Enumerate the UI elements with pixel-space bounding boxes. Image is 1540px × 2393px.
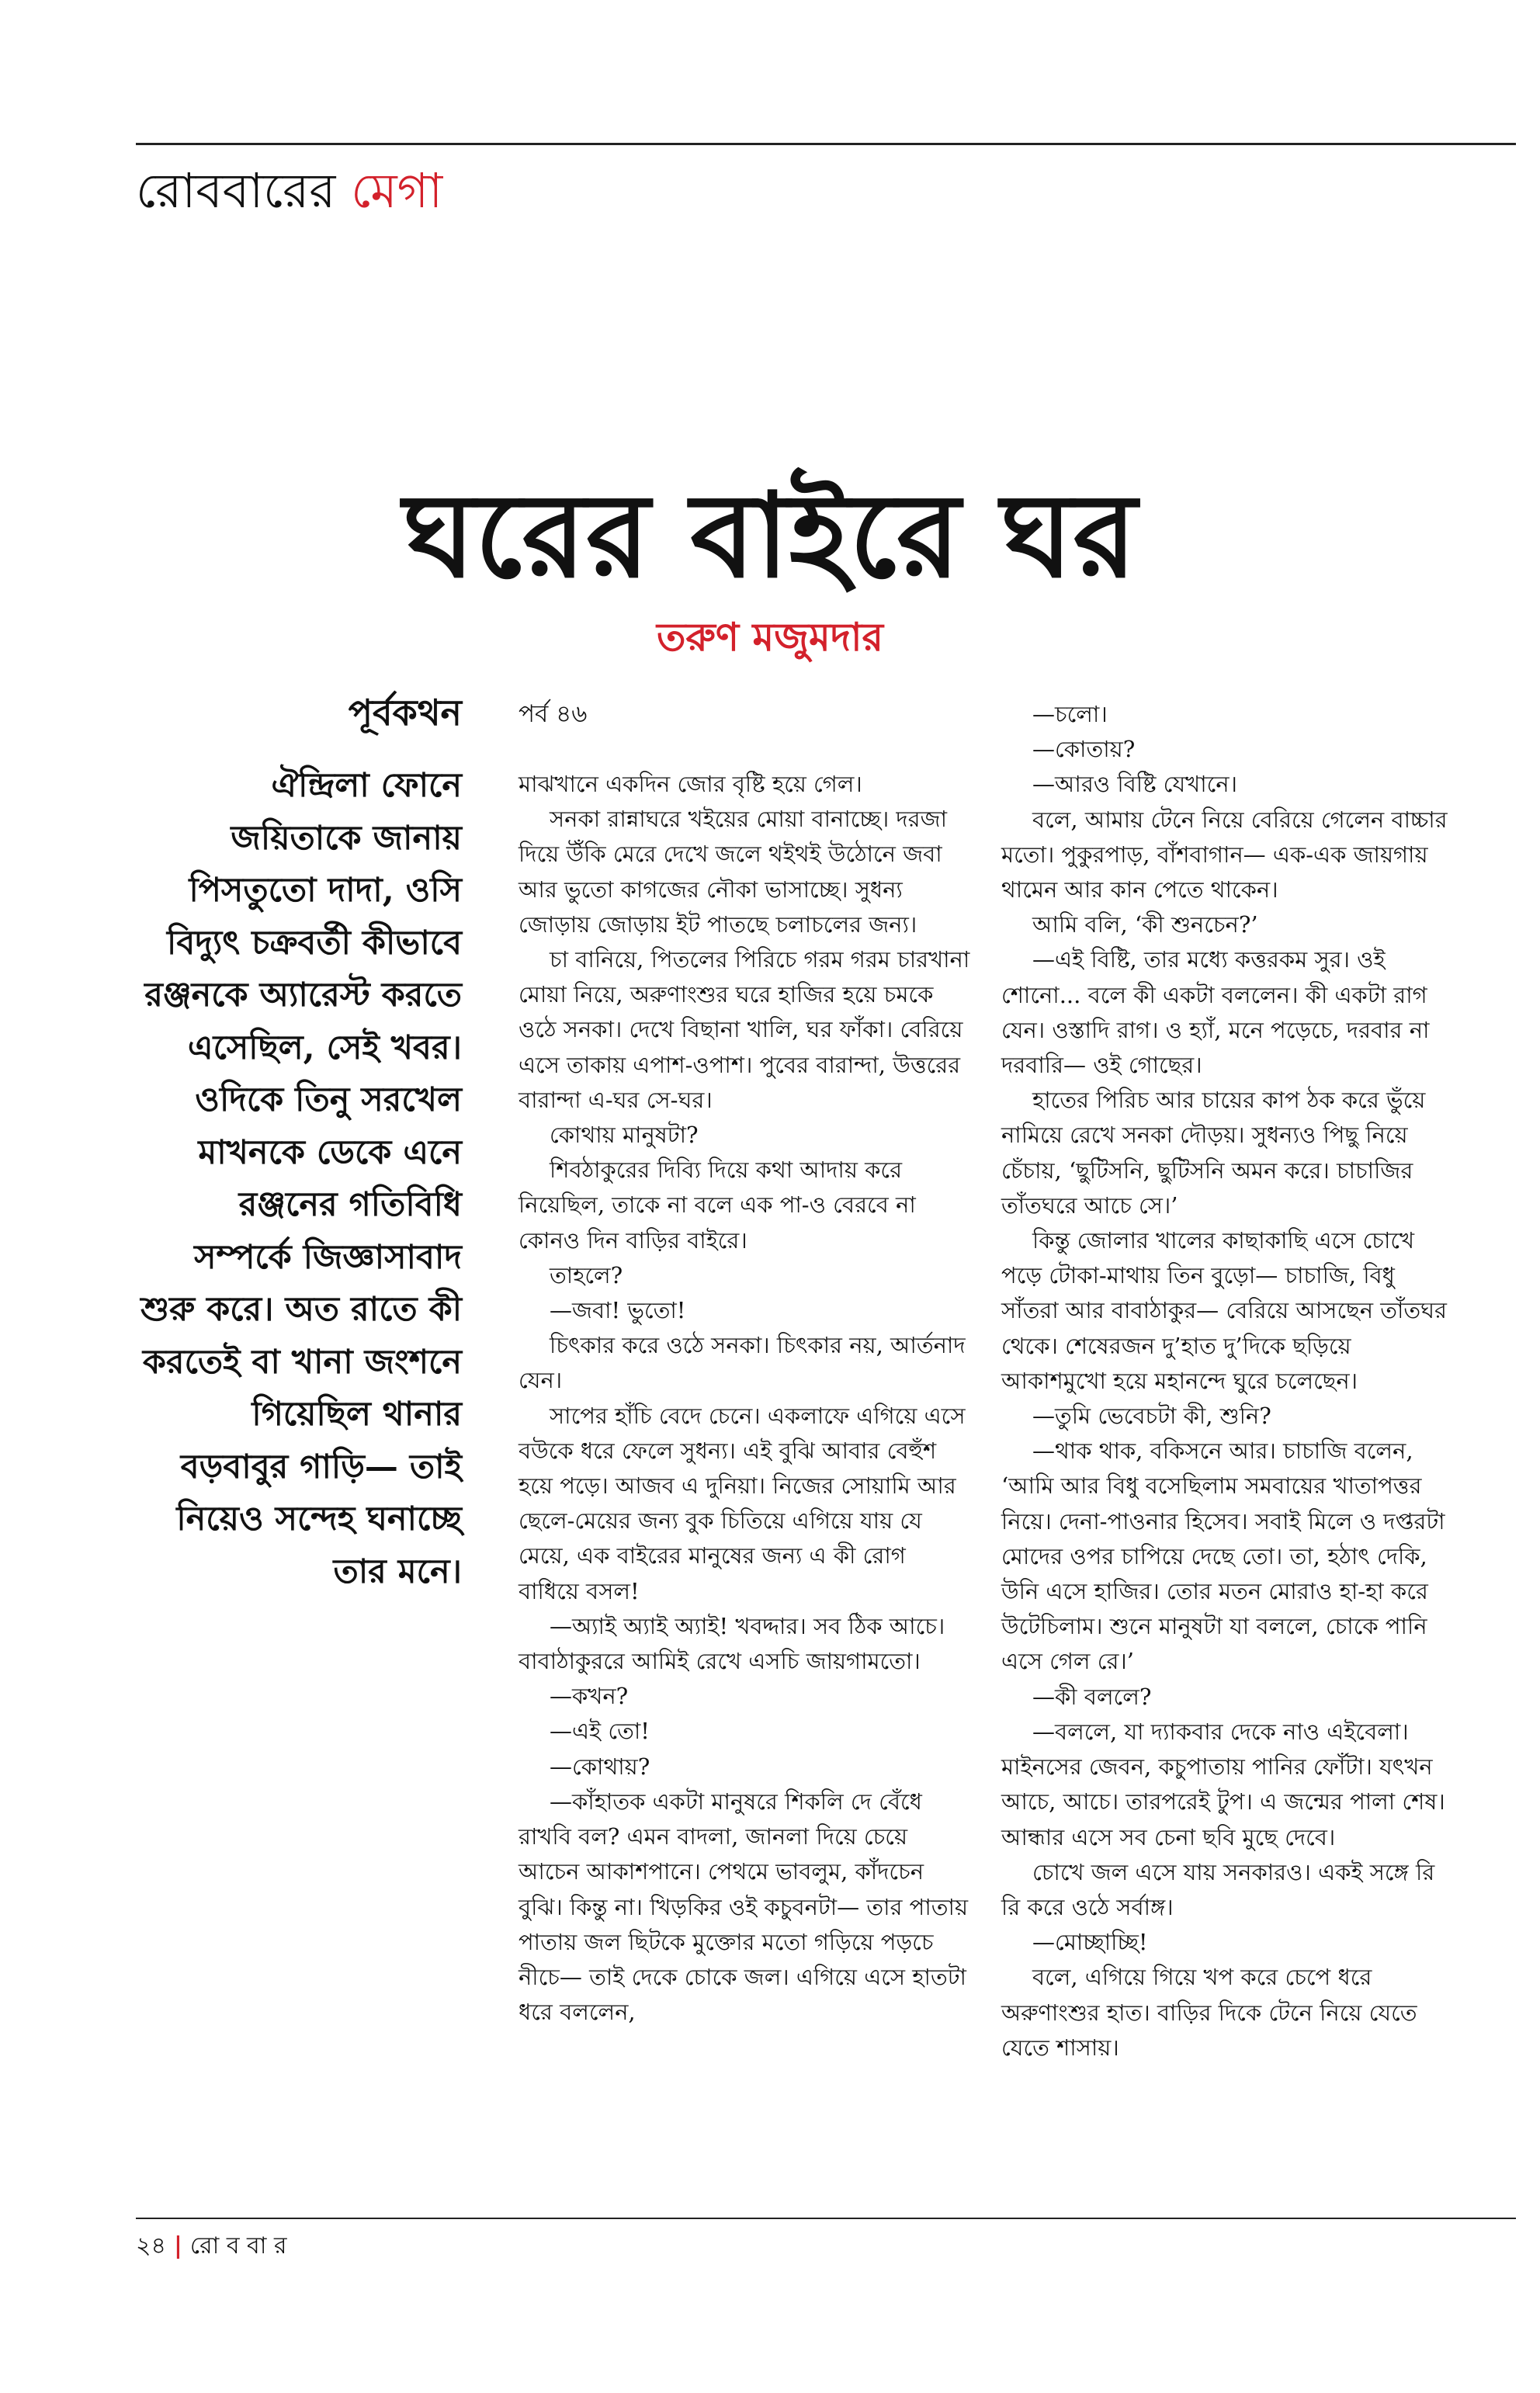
recap-box <box>136 687 462 1598</box>
page-number: ২৪ <box>136 2232 166 2259</box>
top-rule <box>136 143 1516 145</box>
paragraph: —কখন? <box>550 1683 629 1710</box>
section-name: রোববারের <box>136 162 336 219</box>
episode-label: পর্ব ৪৬ <box>519 700 588 728</box>
paragraph: বলে, আমায় টেনে নিয়ে বেরিয়ে গেলেন বাচ্চার মতো। পুকুরপাড়, বাঁশবাগান— এক-এক জায়গায় থামেন আর কান পেতে থাকেন। <box>1001 806 1448 903</box>
paragraph: শিবঠাকুরের দিব্যি দিয়ে কথা আদায় করে নিয়েছিল, তাকে না বলে এক পা-ও বেরবে না কোনও দিন বাড়ির বাইরে। <box>519 1157 916 1254</box>
paragraph: —থাক থাক, বকিসনে আর। চাচাজি বলেন, ‘আমি আর বিধু বসেছিলাম সমবায়ের খাতাপত্তর নিয়ে। দেনা-পাওনার হিসেব। সবাই মিলে ও দপ্তরটা মোদের ওপর চাপিয়ে দেছে তো। তা, হঠাৎ দেকি, উনি এসে হাজির। তোর মতন মোরাও হা-হা করে উটেচিলাম। শুনে মানুষটা যা বললে, চোকে পানি এসে গেল রে।’ <box>1001 1438 1445 1675</box>
paragraph: চোখে জল এসে যায় সনকারও। একই সঙ্গে রি রি করে ওঠে সর্বাঙ্গ। <box>1001 1858 1435 1920</box>
paragraph: —কোতায়? <box>1032 736 1136 763</box>
paragraph: —বললে, যা দ্যাকবার দেকে নাও এইবেলা। মাইনসের জেবন, কচুপাতায় পানির ফোঁটা। যৎখন আচে, আচে। তারপরেই টুপ। এ জন্মের পালা শেষ। আন্ধার এসে সব চেনা ছবি মুছে দেবে। <box>1001 1718 1445 1850</box>
paragraph: —তুমি ভেবেচটা কী, শুনি? <box>1032 1403 1271 1430</box>
article-title: ঘরের বাইরে ঘর <box>403 467 1137 604</box>
paragraph: —কী বললে? <box>1032 1683 1152 1710</box>
author-name: তরুণ মজুমদার <box>656 614 884 660</box>
paragraph: —জবা! ভুতো! <box>550 1297 686 1324</box>
section-header <box>136 160 442 222</box>
paragraph: —কাঁহাতক একটা মানুষরে শিকলি দে বেঁধে রাখবি বল? এমন বাদলা, জানলা দিয়ে চেয়ে আচেন আকাশপানে। পেথমে ভাবলুম, কাঁদচেন বুঝি। কিন্তু না। খিড়কির ওই কচুবনটা— তার পাতায় পাতায় জল ছিটকে মুক্তোর মতো গড়িয়ে পড়চে নীচে— তাই দেকে চোকে জল। এগিয়ে এসে হাতটা ধরে বললেন, <box>519 1788 969 2026</box>
paragraph: মাঝখানে একদিন জোর বৃষ্টি হয়ে গেল। <box>519 771 862 797</box>
paragraph: —আরও বিষ্টি যেখানে। <box>1032 771 1237 798</box>
paragraph: —এই বিষ্টি, তার মধ্যে কত্তরকম সুর। ওই শোনো... বলে কী একটা বললেন। কী একটা রাগ যেন। ওস্তাদি রাগ। ও হ্যাঁ, মনে পড়েচে, দরবার না দরবারি— ওই গোছের। <box>1001 946 1430 1079</box>
footer-separator: | <box>173 2232 182 2259</box>
paragraph: বলে, এগিয়ে গিয়ে খপ করে চেপে ধরে অরুণাংশুর হাত। বাড়ির দিকে টেনে নিয়ে যেতে যেতে শাসায়। <box>1001 1964 1417 2061</box>
paragraph: —চলো। <box>1032 701 1108 727</box>
paragraph: তাহলে? <box>550 1261 623 1288</box>
section-name-highlight: মেগা <box>351 162 443 219</box>
body-column-1 <box>519 697 973 2030</box>
paragraph: —কোথায়? <box>550 1753 650 1780</box>
paragraph: সাপের হাঁচি বেদে চেনে। একলাফে এগিয়ে এসে বউকে ধরে ফেলে সুধন্য। এই বুঝি আবার বেহুঁশ হয়ে পড়ে। আজব এ দুনিয়া। নিজের সোয়ামি আর ছেলে-মেয়ের জন্য বুক চিতিয়ে এগিয়ে যায় যে মেয়ে, এক বাইরের মানুষের জন্য এ কী রোগ বাধিয়ে বসল! <box>519 1402 966 1604</box>
paragraph: চিৎকার করে ওঠে সনকা। চিৎকার নয়, আর্তনাদ যেন। <box>519 1332 966 1394</box>
bottom-rule <box>136 2218 1516 2219</box>
paragraph: হাতের পিরিচ আর চায়ের কাপ ঠক করে ভুঁয়ে নামিয়ে রেখে সনকা দৌড়য়। সুধন্যও পিছু নিয়ে চেঁচায়, ‘ছুটিসনি, ছুটিসনি অমন করে। চাচাজির তাঁতঘরে আচে সে।’ <box>1001 1087 1426 1219</box>
paragraph: —অ্যাই অ্যাই অ্যাই! খবদ্দার। সব ঠিক আচে। বাবাঠাকুররে আমিই রেখে এসচি জায়গামতো। <box>519 1612 945 1675</box>
paragraph: চা বানিয়ে, পিতলের পিরিচে গরম গরম চারখানা মোয়া নিয়ে, অরুণাংশুর ঘরে হাজির হয়ে চমকে ওঠে সনকা। দেখে বিছানা খালি, ঘর ফাঁকা। বেরিয়ে এসে তাকায় এপাশ-ওপাশ। পুবের বারান্দা, উত্তরের বারান্দা এ-ঘর সে-ঘর। <box>519 946 970 1113</box>
recap-heading: পূর্বকথন <box>348 692 462 734</box>
body-column-2 <box>1001 697 1455 2065</box>
magazine-name: রো ব বা র <box>189 2232 287 2259</box>
paragraph: সনকা রান্নাঘরে খইয়ের মোয়া বানাচ্ছে। দরজা দিয়ে উঁকি মেরে দেখে জলে থইথই উঠোনে জবা আর ভুতো কাগজের নৌকা ভাসাচ্ছে। সুধন্য জোড়ায় জোড়ায় ইট পাতছে চলাচলের জন্য। <box>519 806 947 938</box>
recap-text: ঐন্দ্রিলা ফোনে জয়িতাকে জানায় পিসতুতো দাদা, ওসি বিদ্যুৎ চক্রবর্তী কীভাবে রঞ্জনকে অ্যারেস্ট করতে এসেছিল, সেই খবর। ওদিকে তিনু সরখেল মাখনকে ডেকে এনে রঞ্জনের গতিবিধি সম্পর্কে জিজ্ঞাসাবাদ শুরু করে। অত রাতে কী করতেই বা খানা জংশনে গিয়েছিল থানার বড়বাবুর গাড়ি— তাই নিয়েও সন্দেহ ঘনাচ্ছে তার মনে। <box>140 766 462 1591</box>
page-footer <box>136 2231 286 2262</box>
paragraph: কিন্তু জোলার খালের কাছাকাছি এসে চোখে পড়ে টোকা-মাথায় তিন বুড়ো— চাচাজি, বিধু সাঁতরা আর বাবাঠাকুর— বেরিয়ে আসছেন তাঁতঘর থেকে। শেষেরজন দু’হাত দু’দিকে ছড়িয়ে আকাশমুখো হয়ে মহানন্দে ঘুরে চলেছেন। <box>1001 1227 1448 1394</box>
paragraph: —এই তো! <box>550 1718 650 1745</box>
paragraph: কোথায় মানুষটা? <box>550 1122 699 1149</box>
paragraph: আমি বলি, ‘কী শুনচেন?’ <box>1032 911 1258 938</box>
paragraph: —মোচ্ছাচ্ছি! <box>1032 1929 1148 1956</box>
